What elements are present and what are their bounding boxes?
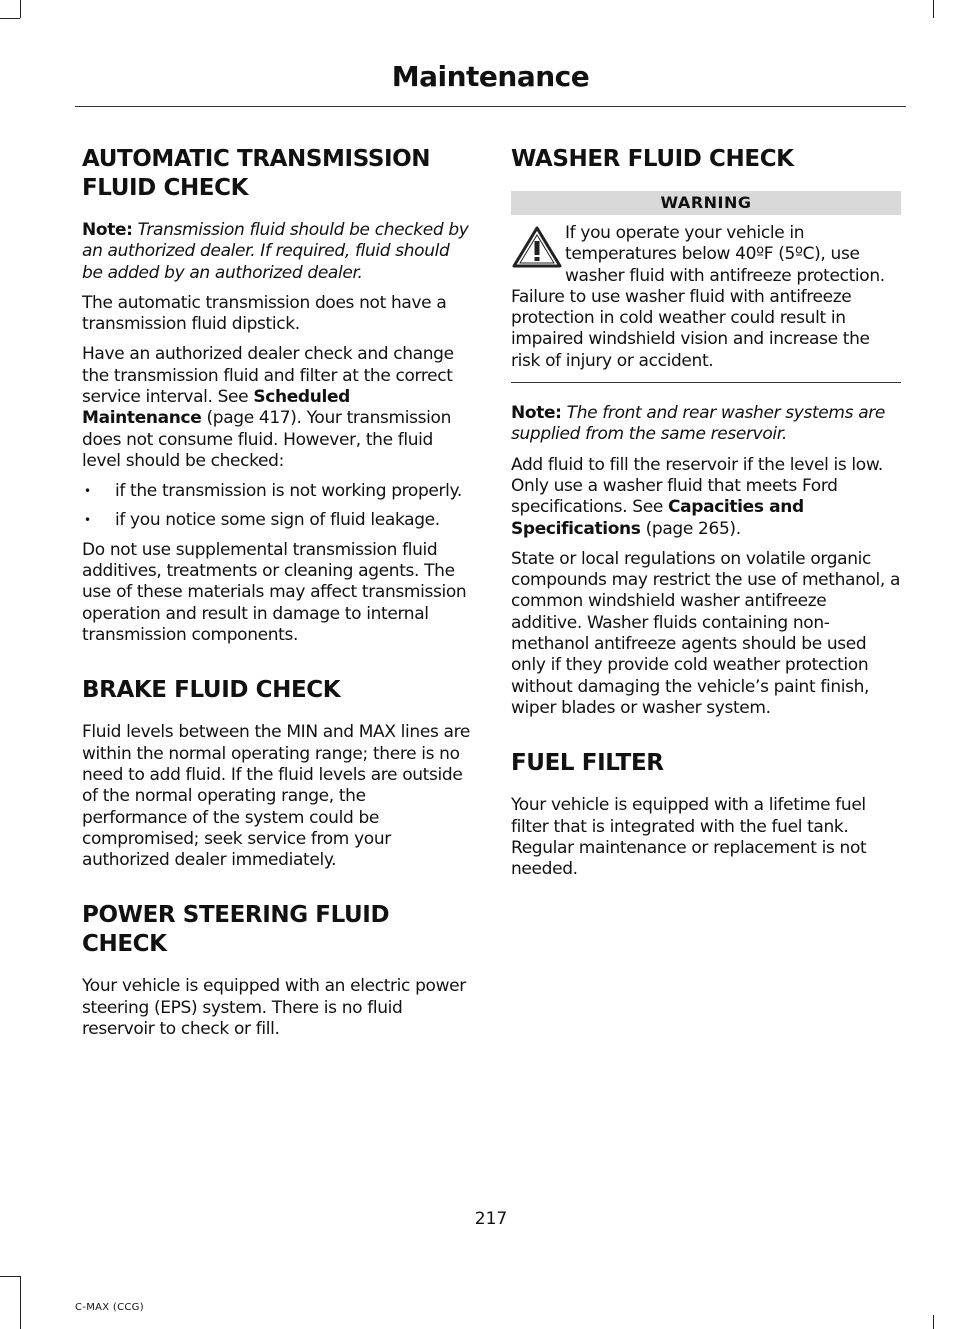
warning-text: If you operate your vehicle in temperatures below 40ºF (5ºC), use washer fluid with antifreeze protection. Failure to use washer fluid with antifreeze protection in cold weather could result in impaired windshield vision and increase the risk of injury or accident. xyxy=(511,223,885,371)
section-heading: BRAKE FLUID CHECK xyxy=(82,677,341,704)
section-heading: AUTOMATIC TRANSMISSION FLUID CHECK xyxy=(82,146,431,201)
section-fuel-filter xyxy=(511,749,901,880)
crop-mark-top-left-h xyxy=(0,18,20,19)
note-paragraph xyxy=(82,220,472,284)
text: Add fluid to fill the reservoir if the level is low. Only use a washer fluid that meets Ford specifications. See xyxy=(511,454,883,518)
paragraph: Your vehicle is equipped with an electric power steering (EPS) system. There is no fluid reservoir to check or fill. xyxy=(82,976,466,1040)
section-heading: POWER STEERING FLUID CHECK xyxy=(82,902,390,958)
paragraph: Your vehicle is equipped with a lifetime fuel filter that is integrated with the fuel tank. Regular maintenance or replacement is not needed. xyxy=(511,795,867,880)
page-title: Maintenance xyxy=(391,60,590,93)
crop-mark-top-left-v xyxy=(20,0,21,18)
text: (page 417). Your transmission does not consume fluid. However, the fluid level should be checked: xyxy=(82,408,452,471)
list-item: • if the transmission is not working properly. xyxy=(82,481,472,502)
warning-triangle-icon xyxy=(511,225,563,269)
section-heading: FUEL FILTER xyxy=(511,750,664,777)
section-washer-fluid-check xyxy=(511,145,901,719)
document-code: C-MAX (CCG) xyxy=(75,1302,144,1313)
section-power-steering-fluid-check xyxy=(82,901,472,1040)
paragraph: State or local regulations on volatile organic compounds may restrict the use of methanol, a common windshield washer antifreeze additive. Washer fluids containing non-methanol antifreeze agents should be used only if they provide cold weather protection without damaging the vehicle’s paint finish, wiper blades or washer system. xyxy=(511,548,901,718)
section-automatic-transmission-fluid-check xyxy=(82,145,472,646)
left-column xyxy=(82,145,472,1049)
paragraph xyxy=(82,344,472,472)
crop-mark-bottom-right-v xyxy=(933,1315,934,1329)
section-brake-fluid-check xyxy=(82,676,472,871)
note-text: The front and rear washer systems are supplied from the same reservoir. xyxy=(511,403,886,445)
text: (page 265). xyxy=(640,518,741,539)
paragraph: The automatic transmission does not have a transmission fluid dipstick. xyxy=(82,292,447,335)
link-capacities-and-specifications[interactable]: Capacities and Specifications xyxy=(511,497,804,539)
list-item: • if you notice some sign of fluid leakage. xyxy=(82,510,472,531)
note-label: Note: xyxy=(82,220,133,240)
warning-box xyxy=(511,223,901,372)
paragraph: Fluid levels between the MIN and MAX lines are within the normal operating range; there is no need to add fluid. If the fluid levels are outside of the normal operating range, the performance of the system could be compromised; seek service from your authorized dealer immediately. xyxy=(82,722,470,871)
paragraph: Do not use supplemental transmission fluid additives, treatments or cleaning agents. The use of these materials may affect transmission operation and result in damage to internal transmission components. xyxy=(82,539,467,646)
crop-mark-bottom-left-h xyxy=(0,1276,20,1277)
warning-divider xyxy=(511,382,901,383)
note-paragraph xyxy=(511,403,901,446)
section-heading: WASHER FLUID CHECK xyxy=(511,146,794,172)
right-column xyxy=(511,145,901,889)
title-divider xyxy=(75,106,906,107)
page-number: 217 xyxy=(474,1209,508,1229)
warning-banner: WARNING xyxy=(511,191,901,215)
note-label: Note: xyxy=(511,403,562,424)
bullet-list xyxy=(82,481,472,531)
crop-mark-top-right-v xyxy=(933,0,934,18)
link-scheduled-maintenance[interactable]: Scheduled Maintenance xyxy=(82,387,350,429)
note-text: Transmission fluid should be checked by an authorized dealer. If required, fluid should be added by an authorized dealer. xyxy=(82,220,469,283)
paragraph xyxy=(511,455,901,540)
crop-mark-bottom-left-v xyxy=(20,1276,21,1329)
text: Have an authorized dealer check and change the transmission fluid and filter at the correct service interval. See xyxy=(82,344,454,408)
